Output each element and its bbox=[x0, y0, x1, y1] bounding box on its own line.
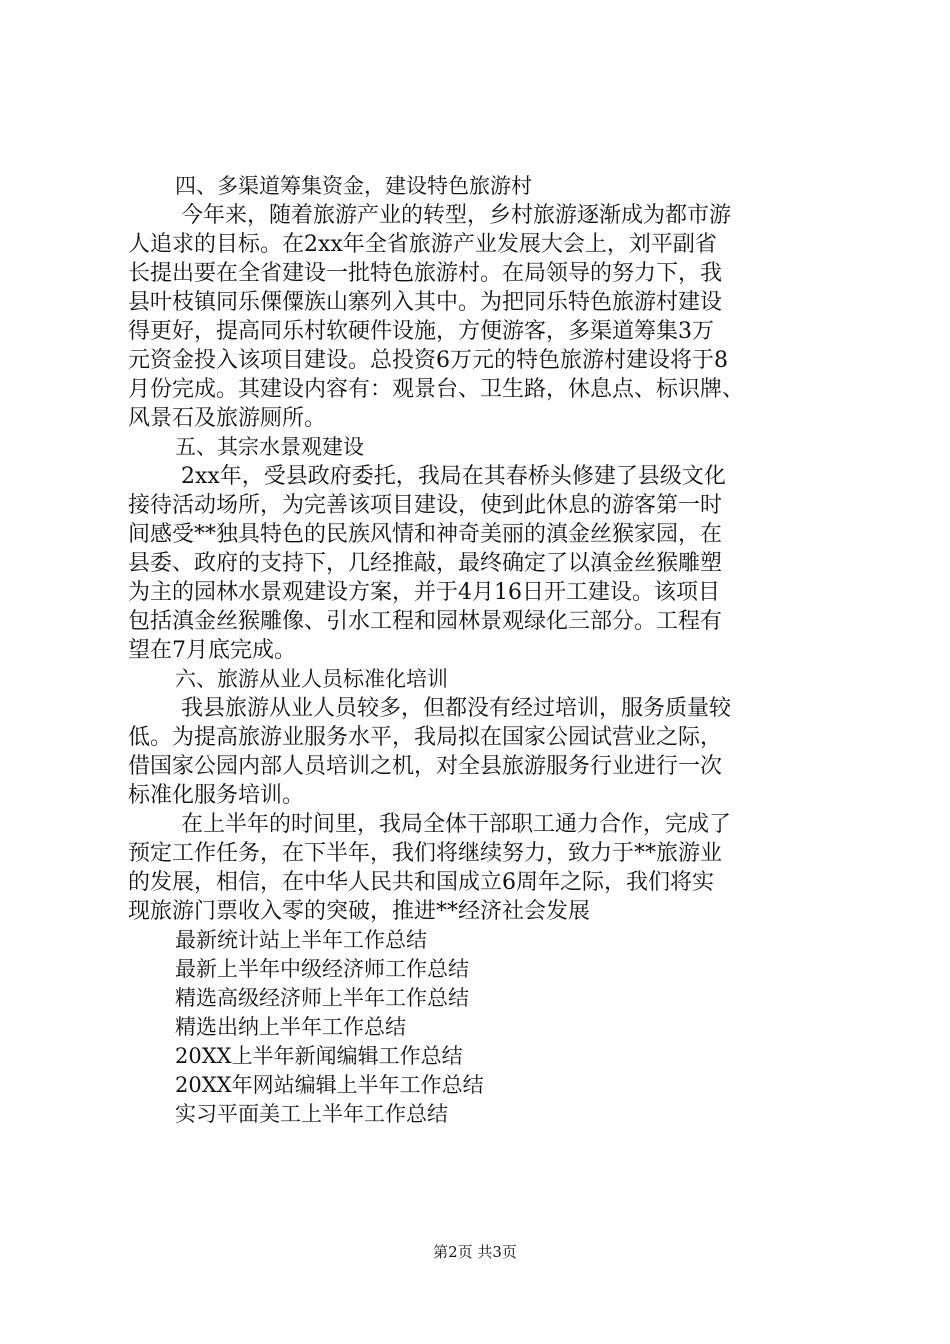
related-link[interactable]: 精选出纳上半年工作总结 bbox=[175, 1015, 406, 1039]
section-heading-5: 五、其宗水景观建设 bbox=[175, 435, 364, 459]
paragraph-line: 县委、政府的支持下，几经推敲，最终确定了以滇金丝猴雕塑 bbox=[128, 551, 723, 576]
paragraph-line: 接待活动场所，为完善该项目建设，使到此休息的游客第一时 bbox=[128, 493, 723, 518]
section-heading-4: 四、多渠道筹集资金，建设特色旅游村 bbox=[175, 174, 532, 198]
related-link[interactable]: 最新上半年中级经济师工作总结 bbox=[175, 957, 469, 981]
paragraph-line: 的发展，相信，在中华人民共和国成立6周年之际，我们将实 bbox=[128, 870, 714, 895]
related-link[interactable]: 精选高级经济师上半年工作总结 bbox=[175, 986, 469, 1010]
section-heading-6: 六、旅游从业人员标准化培训 bbox=[175, 667, 448, 691]
paragraph-line: 长提出要在全省建设一批特色旅游村。在局领导的努力下，我 bbox=[128, 261, 723, 286]
paragraph-line: 为主的园林水景观建设方案，并于4月16日开工建设。该项目 bbox=[128, 580, 720, 605]
paragraph-line: 风景石及旅游厕所。 bbox=[128, 406, 327, 431]
paragraph-line: 元资金投入该项目建设。总投资6万元的特色旅游村建设将于8 bbox=[128, 348, 728, 373]
paragraph-line: 县叶枝镇同乐傈僳族山寨列入其中。为把同乐特色旅游村建设 bbox=[128, 290, 723, 315]
paragraph-line: 今年来，随着旅游产业的转型，乡村旅游逐渐成为都市游 bbox=[181, 203, 732, 228]
paragraph-line: 我县旅游从业人员较多，但都没有经过培训，服务质量较 bbox=[181, 696, 732, 721]
paragraph-line: 得更好，提高同乐村软硬件设施，方便游客，多渠道筹集3万 bbox=[128, 319, 714, 344]
related-link[interactable]: 20XX上半年新闻编辑工作总结 bbox=[175, 1044, 463, 1068]
page-number-footer: 第2页 共3页 bbox=[433, 1243, 517, 1261]
paragraph-line: 借国家公园内部人员培训之机，对全县旅游服务行业进行一次 bbox=[128, 754, 723, 779]
paragraph-line: 预定工作任务，在下半年，我们将继续努力，致力于**旅游业 bbox=[128, 841, 723, 866]
paragraph-line: 间感受**独具特色的民族风情和神奇美丽的滇金丝猴家园，在 bbox=[128, 522, 723, 547]
paragraph-line: 包括滇金丝猴雕像、引水工程和园林景观绿化三部分。工程有 bbox=[128, 609, 723, 634]
related-link[interactable]: 20XX年网站编辑上半年工作总结 bbox=[175, 1073, 484, 1097]
related-link[interactable]: 实习平面美工上半年工作总结 bbox=[175, 1102, 448, 1126]
paragraph-line: 低。为提高旅游业服务水平，我局拟在国家公园试营业之际， bbox=[128, 725, 723, 750]
document-body bbox=[128, 172, 834, 1129]
paragraph-line: 标准化服务培训。 bbox=[128, 783, 305, 808]
paragraph-line: 月份完成。其建设内容有：观景台、卫生路，休息点、标识牌、 bbox=[128, 377, 745, 402]
paragraph-line: 现旅游门票收入零的突破，推进**经济社会发展 bbox=[128, 899, 591, 924]
paragraph-line: 在上半年的时间里，我局全体干部职工通力合作，完成了 bbox=[181, 812, 732, 837]
paragraph-line: 人追求的目标。在2xx年全省旅游产业发展大会上，刘平副省 bbox=[128, 232, 717, 257]
paragraph-line: 望在7月底完成。 bbox=[128, 638, 296, 663]
related-link[interactable]: 最新统计站上半年工作总结 bbox=[175, 928, 427, 952]
paragraph-line: 2xx年，受县政府委托，我局在其春桥头修建了县级文化 bbox=[181, 464, 726, 489]
